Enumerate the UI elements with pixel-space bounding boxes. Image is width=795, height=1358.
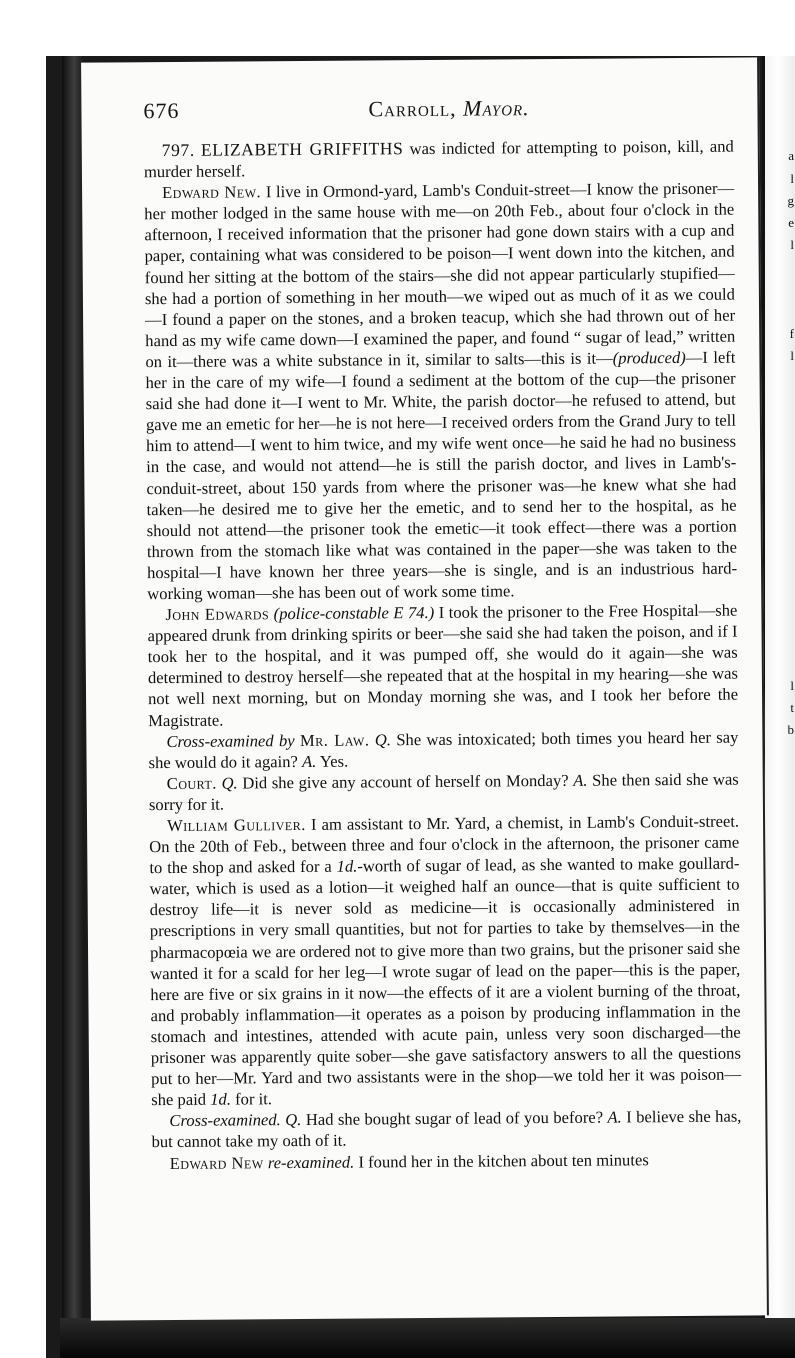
page-body [144, 136, 742, 1174]
case-heading-paragraph [144, 136, 734, 183]
testimony-text: I took the prisoner to the Free Hospital—she appeared drunk from drinking spirits or beer—she said she had taken the poison, and if I took her to the hospital, and it was pumped off, she would do it again—she was determined to destroy herself—she repeated that at the hospital in my hearing—she was not well next morning, but on Monday morning she was, and I took her before the Magistrate. [147, 600, 739, 730]
facing-page-letter: b [787, 722, 794, 737]
page-number: 676 [143, 97, 180, 124]
counsel-name: Mr. Law. [299, 730, 370, 750]
book-bottom-edge [60, 1318, 795, 1358]
question-text: She was intoxicated; both times you heard her say she would do it again? [148, 727, 739, 772]
answer-text: Yes. [319, 751, 349, 771]
testimony-text-continued: -worth of sugar of lead, as she wanted to make goullard-water, which is used as a lotion—it weighed half an ounce—that is quite sufficient to destroy life—it is never sold as medicine—it is occasionally administered in prescriptions in very small quantities, but not for parties to take by themselves—in the pharmacopœia we are ordered not to give more than two grains, but the prisoner said she wanted it for a scald for her leg—I wrote sugar of lead on the paper—this is the paper, here are five or six grains in it now—the effects of it are a violent burning of the throat, and probably inflammation—it operates as a poison by producing inflammation in the stomach and intestines, attended with acute pain, unless very soon discharged—the prisoner was apparently quite sober—she gave satisfactory answers to all the questions put to her—Mr. Yard and two assistants were in the shop—we told her it was poison—she paid [149, 853, 742, 1110]
witness-name: John Edwards [165, 604, 270, 625]
page-header [143, 94, 723, 129]
facing-page-letter: t [790, 700, 794, 715]
examination-label: re-examined. [267, 1152, 355, 1172]
answer-label: A. [607, 1107, 622, 1127]
facing-page-letter: l [790, 678, 794, 693]
facing-page-letter: l [790, 237, 794, 252]
facing-page-letter: e [788, 215, 794, 230]
testimony-text: I found her in the kitchen about ten minutes [358, 1149, 649, 1172]
examination-label: Cross-examined by [166, 730, 295, 751]
testimony-text-end: for it. [230, 1089, 273, 1109]
question-label: Q. [374, 729, 392, 750]
question-label: Q. [221, 773, 238, 793]
testimony-italic: (produced) [612, 347, 686, 368]
charge-text: was indicted for attempting to poison, kill, and murder herself. [143, 136, 734, 182]
testimony-paragraph [147, 600, 738, 731]
testimony-italic-2: 1d. [210, 1089, 232, 1109]
case-number: 797. [161, 139, 195, 161]
answer-label: A. [301, 751, 317, 771]
running-head-name: Carroll, [368, 95, 457, 122]
testimony-text: I am assistant to Mr. Yard, a chemist, in Lamb's Conduit-street. On the 20th of Feb., between three and four o'clock in the afternoon, the prisoner came to the shop and asked for a [149, 811, 740, 878]
question-text: Had she bought sugar of lead of you before? [305, 1107, 604, 1130]
court-question-paragraph [149, 768, 739, 815]
testimony-text: I live in Ormond-yard, Lamb's Conduit-street—I know the prisoner—her mother lodged in the same house with me—on 20th Feb., about four o'clock in the afternoon, I received information that the prisoner had gone down stairs with a cup and paper, containing what was considered to be poison—I went down into the kitchen, and found her sitting at the bottom of the stairs—she did not appear particularly stupified—she had a portion of something in her mouth—we wiped out as much of it as we could —I found a paper on the stones, and a broken teacup, which she had thrown out of her hand as my wife came down—I examined the paper, and found “ sugar of lead,” written on it—there was a white substance in it, similar to salts—this is it— [144, 178, 736, 372]
running-head-title: Mayor. [463, 95, 530, 121]
witness-name: Edward New. [162, 182, 262, 203]
testimony-text-continued: —I left her in the care of my wife—I found a sediment at the bottom of the cup—the prisoner said she had done it—I went to Mr. White, the parish doctor—he refused to attend, but gave me an emetic for her—he is not here—I received orders from the Grand Jury to tell him to attend—I went to him twice, and my wife went once—he said he had no business in the case, and would not attend—he is still the parish doctor, and lives in Lamb's-conduit-street, about 150 yards from where the prisoner was—he knew what she had taken—he desired me to give her the emetic, and to send her to the hospital, as he should not attend—the prisoner took the emetic—it took effect—there was a portion thrown from the stomach like what was contained in the paper—she was taken to the hospital—I have known her three years—she is single, and is an industrious hard-working woman—she has been out of work some time. [145, 347, 738, 604]
witness-name: Edward New [169, 1152, 264, 1173]
answer-label: A. [573, 770, 588, 790]
witness-role: (police-constable E 74.) [273, 602, 435, 624]
re-examination-paragraph [152, 1148, 742, 1174]
facing-page-letter: g [787, 193, 794, 208]
defendant-name: ELIZABETH GRIFFITHS [200, 138, 404, 160]
answer-text: I believe she has, but cannot take my oath of it. [151, 1106, 742, 1152]
cross-examination-paragraph [148, 726, 738, 773]
facing-page-letter: f [789, 326, 794, 341]
facing-page-letter: l [790, 171, 794, 186]
answer-text: She then said she was sorry for it. [148, 769, 739, 815]
scanned-page [81, 57, 769, 1320]
witness-name: William Gulliver. [166, 814, 306, 836]
facing-page-letter: l [790, 348, 794, 363]
testimony-paragraph [149, 811, 741, 1111]
facing-page-letter: a [788, 148, 794, 163]
running-head [368, 95, 529, 122]
book-gutter-edge [62, 56, 84, 1358]
cross-examination-paragraph [151, 1106, 741, 1153]
question-label: Q. [285, 1110, 302, 1130]
testimony-italic: 1d. [336, 856, 358, 876]
question-text: Did she give any account of herself on Monday? [242, 770, 569, 793]
court-label: Court. [166, 773, 217, 793]
testimony-paragraph [144, 178, 737, 604]
examination-label: Cross-examined. [169, 1110, 281, 1131]
